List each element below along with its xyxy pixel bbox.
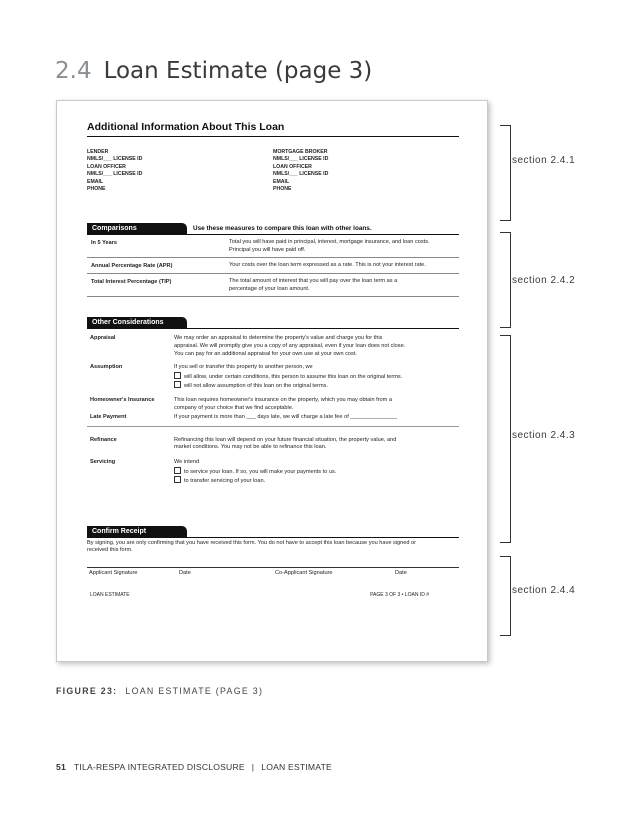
confirm-receipt-section — [87, 526, 459, 598]
consideration-row — [87, 397, 459, 412]
consideration-label: Servicing — [90, 458, 116, 465]
broker-column — [273, 149, 459, 193]
lender-info — [87, 149, 459, 193]
page-heading — [55, 58, 372, 84]
consideration-label: Refinance — [90, 436, 117, 443]
comparisons-subtitle: Use these measures to compare this loan with other loans. — [193, 225, 372, 233]
lender-line: NMLS/___ LICENSE ID — [87, 171, 143, 178]
document-footer — [87, 592, 459, 598]
co-applicant-signature-label: Co-Applicant Signature — [275, 569, 333, 576]
comparison-label: Annual Percentage Rate (APR) — [91, 263, 173, 270]
comparison-row — [87, 274, 459, 297]
lender-line: PHONE — [87, 186, 106, 193]
consideration-text: Refinancing this loan will depend on your future financial situation, the property value, and — [174, 436, 397, 443]
comparison-row — [87, 235, 459, 258]
broker-line: NMLS/___ LICENSE ID — [273, 171, 329, 178]
consideration-text: will allow, under certain conditions, this person to assume this loan on the original terms. — [184, 373, 403, 380]
consideration-label: Late Payment — [90, 414, 127, 421]
section-bracket — [500, 556, 511, 636]
lender-line: NMLS/___ LICENSE ID — [87, 156, 143, 163]
loan-estimate-document — [56, 100, 488, 662]
section-bracket — [500, 232, 511, 328]
page-footer — [56, 762, 332, 772]
consideration-text: to service your loan. If so, you will make your payments to us. — [184, 468, 337, 475]
consideration-row — [87, 437, 459, 452]
other-header — [87, 317, 459, 329]
signature-row — [87, 567, 459, 576]
document-footer-right: PAGE 3 OF 3 • LOAN ID # — [370, 591, 429, 598]
applicant-signature-label: Applicant Signature — [89, 569, 138, 576]
consideration-text: market conditions. You may not be able to refinance this loan. — [174, 444, 327, 451]
consideration-text: If your payment is more than ___ days late, we will charge a late fee of _______________ — [174, 414, 397, 421]
comparison-text: percentage of your loan amount. — [229, 286, 310, 293]
comparison-row — [87, 258, 459, 274]
lender-column — [87, 149, 273, 193]
section-bracket — [500, 125, 511, 221]
deny-assumption-checkbox[interactable] — [174, 381, 181, 388]
date-label: Date — [179, 569, 191, 576]
comparison-text: The total amount of interest that you will pay over the loan term as a — [229, 278, 398, 285]
caption-text: LOAN ESTIMATE (PAGE 3) — [125, 686, 264, 696]
service-loan-checkbox[interactable] — [174, 467, 181, 474]
section-bracket — [500, 335, 511, 543]
page-number: 51 — [56, 762, 66, 772]
document-footer-left: LOAN ESTIMATE — [90, 591, 130, 598]
confirm-tab: Confirm Receipt — [87, 526, 187, 537]
lender-line: LENDER — [87, 149, 109, 155]
consideration-text: We may order an appraisal to determine the property's value and charge you for this — [174, 335, 383, 342]
comparison-label: Total Interest Percentage (TIP) — [91, 279, 172, 286]
consideration-text: company of your choice that we find acceptable. — [174, 404, 294, 411]
consideration-text: appraisal. We will promptly give you a copy of any appraisal, even if your loan does not close. — [174, 343, 406, 350]
consideration-label: Homeowner's Insurance — [90, 397, 155, 403]
transfer-servicing-checkbox[interactable] — [174, 476, 181, 483]
consideration-row — [87, 364, 459, 391]
consideration-label: Assumption — [90, 364, 123, 371]
document-title: Additional Information About This Loan — [87, 121, 459, 137]
other-tab: Other Considerations — [87, 317, 187, 328]
section-label: section 2.4.2 — [512, 275, 576, 286]
comparison-text: Total you will have paid in principal, interest, mortgage insurance, and loan costs. — [229, 239, 430, 246]
comparisons-header — [87, 223, 459, 235]
broker-line: MORTGAGE BROKER — [273, 149, 328, 155]
consideration-label: Appraisal — [90, 335, 116, 342]
footer-section: LOAN ESTIMATE — [261, 762, 332, 772]
lender-line: EMAIL — [87, 178, 104, 185]
consideration-text: will not allow assumption of this loan on the original terms. — [184, 383, 328, 390]
lender-line: LOAN OFFICER — [87, 163, 126, 170]
broker-line: PHONE — [273, 186, 292, 193]
date-label: Date — [395, 569, 407, 576]
consideration-text: to transfer servicing of your loan. — [184, 478, 266, 485]
comparison-text: Principal you will have paid off. — [229, 247, 306, 254]
heading-title: Loan Estimate (page 3) — [103, 58, 373, 84]
broker-line: EMAIL — [273, 178, 290, 185]
comparison-label: In 5 Years — [91, 240, 118, 247]
consideration-row — [87, 414, 459, 427]
consideration-text: This loan requires homeowner's insurance on the property, which you may obtain from a — [174, 397, 392, 403]
comparison-text: Your costs over the loan term expressed as a rate. This is not your interest rate. — [229, 262, 426, 269]
comparisons-tab: Comparisons — [87, 223, 187, 234]
consideration-text: If you sell or transfer this property to another person, we — [174, 364, 313, 371]
consideration-row — [87, 459, 459, 486]
other-considerations-section — [87, 317, 459, 485]
section-label: section 2.4.3 — [512, 430, 576, 441]
consideration-text: You can pay for an additional appraisal for your own use at your own cost. — [174, 350, 357, 357]
allow-assumption-checkbox[interactable] — [174, 372, 181, 379]
caption-label: FIGURE 23: — [56, 686, 118, 696]
comparisons-section — [87, 223, 459, 297]
confirm-text: By signing, you are only confirming that you have received this form. You do not have to accept this loan because you have signed or received this form. — [87, 539, 416, 554]
broker-line: NMLS/___ LICENSE ID — [273, 156, 329, 163]
consideration-text: We intend — [174, 458, 200, 465]
footer-separator: | — [251, 762, 255, 772]
section-label: section 2.4.4 — [512, 585, 576, 596]
consideration-row — [87, 335, 459, 358]
figure-caption — [56, 686, 263, 696]
broker-line: LOAN OFFICER — [273, 163, 312, 170]
section-label: section 2.4.1 — [512, 155, 576, 166]
heading-number: 2.4 — [55, 58, 92, 84]
confirm-header — [87, 526, 459, 538]
footer-title: TILA-RESPA INTEGRATED DISCLOSURE — [73, 762, 245, 772]
